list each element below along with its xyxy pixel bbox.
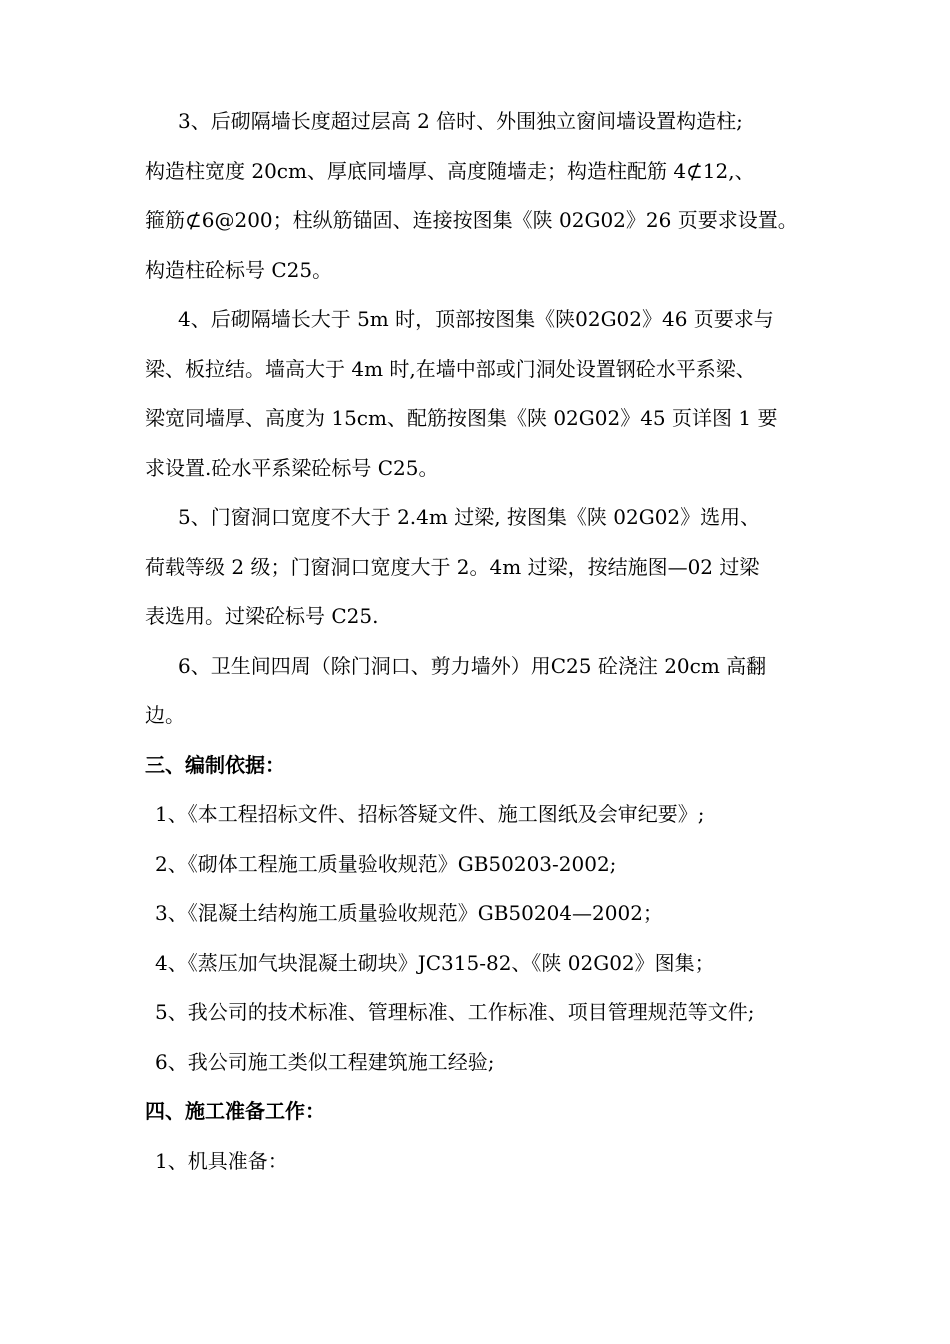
basis-item-2: 2、《砌体工程施工质量验收规范》GB50203-2002; (155, 851, 617, 876)
basis-item-4: 4、《蒸压加气块混凝土砌块》JC315-82、《陕 02G02》图集； (155, 950, 715, 975)
para-3-line-4: 构造柱砼标号 C25。 (145, 257, 333, 282)
para-4-line-3: 梁宽同墙厚、高度为 15cm、配筋按图集《陕 02G02》45 页详图 1 要 (145, 406, 778, 430)
para-3-line-3: 箍筋⊄6@200；柱纵筋锚固、连接按图集《陕 02G02》26 页要求设置。 (145, 208, 798, 232)
basis-item-5: 5、我公司的技术标准、管理标准、工作标准、项目管理规范等文件; (155, 1000, 755, 1024)
para-3-line-1: 3、后砌隔墙长度超过层高 2 倍时、外围独立窗间墙设置构造柱; (178, 109, 743, 133)
basis-item-3: 3、《混凝土结构施工质量验收规范》GB50204—2002； (155, 901, 663, 925)
para-4-line-4: 求设置.砼水平系梁砼标号 C25。 (145, 455, 439, 480)
para-5-line-3: 表选用。过梁砼标号 C25. (145, 604, 379, 628)
para-6-line-1: 6、卫生间四周（除门洞口、剪力墙外）用C25 砼浇注 20cm 高翻 (178, 653, 767, 678)
section-heading-preparation: 四、施工准备工作： (145, 1099, 325, 1123)
para-5-line-1: 5、门窗洞口宽度不大于 2.4m 过梁, 按图集《陕 02G02》选用、 (178, 505, 761, 529)
para-4-line-1: 4、后砌隔墙长大于 5m 时，顶部按图集《陕02G02》46 页要求与 (178, 307, 774, 331)
para-3-line-2: 构造柱宽度 20cm、厚底同墙厚、高度随墙走；构造柱配筋 4⊄12,、 (145, 158, 755, 183)
document-body (145, 97, 810, 1186)
preparation-item-1: 1、机具准备： (155, 1148, 288, 1173)
para-5-line-2: 荷载等级 2 级；门窗洞口宽度大于 2。4m 过梁，按结施图—02 过梁 (145, 554, 760, 579)
basis-item-1: 1、《本工程招标文件、招标答疑文件、施工图纸及会审纪要》; (155, 802, 705, 826)
basis-item-6: 6、我公司施工类似工程建筑施工经验; (155, 1049, 495, 1074)
para-4-line-2: 梁、板拉结。墙高大于 4m 时,在墙中部或门洞处设置钢砼水平系梁、 (145, 356, 756, 381)
section-heading-basis: 三、编制依据： (145, 752, 285, 777)
para-6-line-2: 边。 (145, 703, 185, 727)
